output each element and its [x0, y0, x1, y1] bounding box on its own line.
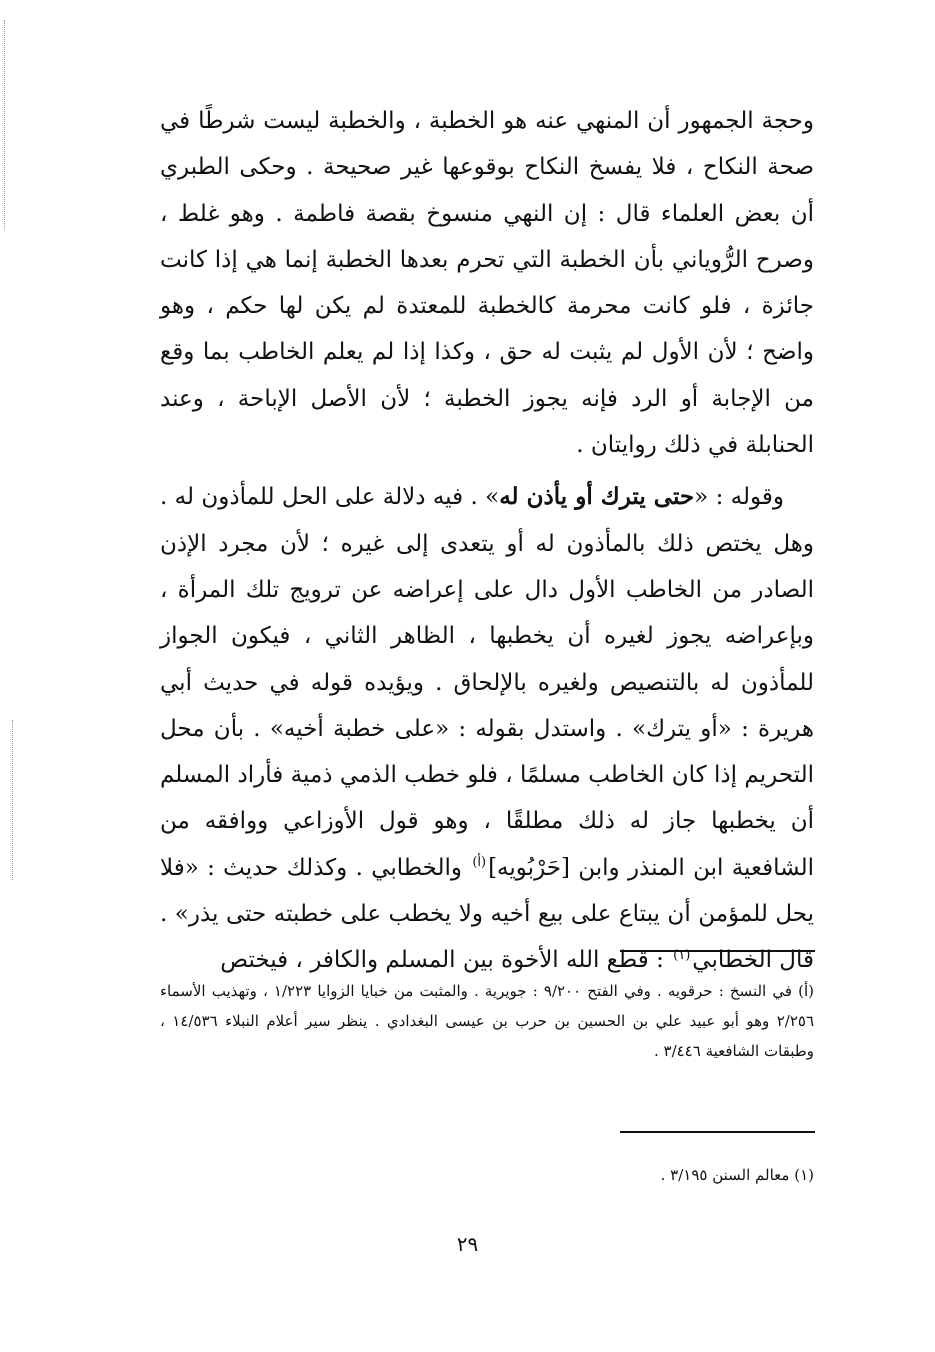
footnote-marker-a: (أ) [472, 855, 487, 871]
paragraph-2-lead: وقوله : « [694, 484, 785, 511]
footnote-1: (١) معالم السنن ٣/١٩٥ . [660, 1166, 814, 1184]
paragraph-2 [160, 474, 814, 983]
footnote-separator [620, 1131, 815, 1133]
footnote-separator [620, 950, 815, 952]
paragraph-2-part-2: والخطابي . وكذلك حديث : «فلا يحل للمؤمن أن يبتاع على بيع أخيه ولا يخطب على خطبته حتى يذر» . قال الخطابي [160, 854, 814, 974]
hadith-quote-bold: حتى يترك أو يأذن له [499, 483, 695, 511]
page-number: ٢٩ [456, 1232, 479, 1256]
scan-edge-mark [12, 720, 13, 880]
paragraph-2-part-3: : قطع الله الأخوة بين المسلم والكافر ، فيختص [220, 947, 672, 974]
main-text [160, 98, 814, 984]
footnote-marker-1: (١) [673, 947, 691, 963]
paragraph-1: وحجة الجمهور أن المنهي عنه هو الخطبة ، والخطبة ليست شرطًا في صحة النكاح ، فلا يفسخ النكاح بوقوعها غير صحيحة . وحكى الطبري أن بعض العلماء قال : إن النهي منسوخ بقصة فاطمة . وهو غلط ، وصرح الرُّوياني بأن الخطبة التي تحرم بعدها الخطبة إنما هي إذا كانت جائزة ، فلو كانت محرمة كالخطبة للمعتدة لم يكن لها حكم ، وهو واضح ؛ لأن الأول لم يثبت له حق ، وكذا إذا لم يعلم الخاطب بما وقع من الإجابة أو الرد فإنه يجوز الخطبة ؛ لأن الأصل الإباحة ، وعند الحنابلة في ذلك روايتان . [160, 108, 814, 459]
scan-edge-mark [4, 20, 5, 230]
paragraph-2-part-1: » . فيه دلالة على الحل للمأذون له . وهل يختص ذلك بالمأذون له أو يتعدى إلى غيره ؛ لأن مجرد الإذن الصادر من الخاطب الأول دال على إعراضه عن ترويج تلك المرأة ، وبإعراضه يجوز لغيره أن يخطبها ، الظاهر الثاني ، فيكون الجواز للمأذون له بالتنصيص ولغيره بالإلحاق . ويؤيده قوله في حديث أبي هريرة : «أو يترك» . واستدل بقوله : «على خطبة أخيه» . بأن محل التحريم إذا كان الخاطب مسلمًا ، فلو خطب الذمي ذمية فأراد المسلم أن يخطبها جاز له ذلك مطلقًا ، وهو قول الأوزاعي ووافقه من الشافعية ابن المنذر وابن [حَرْبُويه] [160, 484, 814, 881]
footnote-a: (أ) في النسخ : حرقويه . وفي الفتح ٩/٢٠٠ : جويرية . والمثبت من خبايا الزوايا ١/٢٢٣ ، وتهذيب الأسماء ٢/٢٥٦ وهو أبو عبيد علي بن الحسين بن حرب بن عيسى البغدادي . ينظر سير أعلام النبلاء ١٤/٥٣٦ ، وطبقات الشافعية ٣/٤٤٦ . [160, 982, 814, 1060]
